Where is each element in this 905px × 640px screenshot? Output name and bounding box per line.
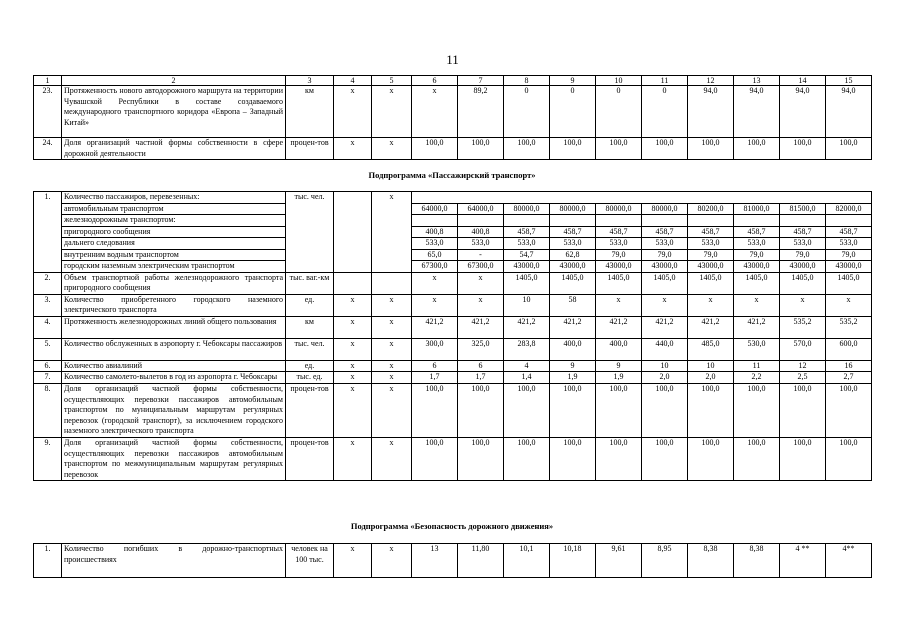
row-number: 3. — [34, 294, 62, 316]
value-cell: x — [372, 384, 412, 438]
table-row — [34, 192, 872, 204]
column-number: 7 — [458, 76, 504, 86]
value-cell: 533,0 — [596, 238, 642, 250]
value-cell: 100,0 — [550, 384, 596, 438]
value-cell: 400,0 — [596, 338, 642, 360]
indicator-name: Доля организаций частной формы собственности в сфере дорожной деятельности — [62, 138, 286, 160]
value-cell: 2,0 — [688, 372, 734, 384]
column-number: 3 — [286, 76, 334, 86]
value-cell: 533,0 — [780, 238, 826, 250]
value-cell: x — [372, 360, 412, 372]
unit-cell: ед. — [286, 294, 334, 316]
value-cell: x — [458, 294, 504, 316]
value-cell — [412, 215, 458, 227]
value-cell: 533,0 — [412, 238, 458, 250]
value-cell: 533,0 — [826, 238, 872, 250]
value-cell: 533,0 — [688, 238, 734, 250]
table-row — [34, 203, 872, 215]
value-cell: 43000,0 — [596, 261, 642, 273]
value-cell: 82000,0 — [826, 203, 872, 215]
header-row — [34, 76, 872, 86]
value-cell: 64000,0 — [412, 203, 458, 215]
unit-cell: тыс. чел. — [286, 338, 334, 360]
value-cell: 2,2 — [734, 372, 780, 384]
value-cell: 8,95 — [642, 544, 688, 578]
row-number: 23. — [34, 86, 62, 138]
value-cell: 79,0 — [642, 249, 688, 261]
value-cell: 67300,0 — [412, 261, 458, 273]
value-cell: - — [458, 249, 504, 261]
indicator-name: внутренним водным транспортом — [62, 249, 286, 261]
unit-cell: процен-тов — [286, 438, 334, 481]
unit-cell: процен-тов — [286, 138, 334, 160]
table-row — [34, 438, 872, 481]
value-cell: 81000,0 — [734, 203, 780, 215]
value-cell: 80000,0 — [504, 203, 550, 215]
value-cell: 1405,0 — [550, 272, 596, 294]
value-cell: 533,0 — [458, 238, 504, 250]
value-cell: 100,0 — [688, 138, 734, 160]
unit-cell: км — [286, 86, 334, 138]
value-cell: 65,0 — [412, 249, 458, 261]
indicators-table-safety — [33, 543, 872, 578]
row-number: 6. — [34, 360, 62, 372]
column-number: 5 — [372, 76, 412, 86]
table-row — [34, 238, 872, 250]
value-cell: 100,0 — [458, 384, 504, 438]
value-cell: 9 — [596, 360, 642, 372]
table-row — [34, 261, 872, 273]
column-number: 14 — [780, 76, 826, 86]
value-cell: 400,8 — [458, 226, 504, 238]
value-cell: 11,80 — [458, 544, 504, 578]
value-cell: x — [334, 384, 372, 438]
value-cell: x — [334, 372, 372, 384]
value-cell: 1405,0 — [504, 272, 550, 294]
value-cell: 10,1 — [504, 544, 550, 578]
column-number: 11 — [642, 76, 688, 86]
value-cell: 62,8 — [550, 249, 596, 261]
row-number: 1. — [34, 544, 62, 578]
value-cell: 421,2 — [734, 316, 780, 338]
value-cell: 100,0 — [826, 384, 872, 438]
value-cell: x — [642, 294, 688, 316]
value-cell: 421,2 — [596, 316, 642, 338]
indicator-name: Протяженность нового автодорожного маршрута на территории Чувашской Республики в составе создаваемого международного транспортного коридора «Европа – Западный Китай» — [62, 86, 286, 138]
value-cell: x — [334, 544, 372, 578]
row-number: 24. — [34, 138, 62, 160]
value-cell: 10 — [504, 294, 550, 316]
unit-cell: тыс. ед. — [286, 372, 334, 384]
row-number: 5. — [34, 338, 62, 360]
row-number: 8. — [34, 384, 62, 438]
value-cell: 43000,0 — [734, 261, 780, 273]
value-cell: 1405,0 — [688, 272, 734, 294]
value-cell: 4 — [504, 360, 550, 372]
value-cell: 421,2 — [550, 316, 596, 338]
indicator-name: городским наземным электрическим транспортом — [62, 261, 286, 273]
unit-cell: км — [286, 316, 334, 338]
unit-cell: человек на 100 тыс. — [286, 544, 334, 578]
value-cell: x — [412, 294, 458, 316]
value-cell: 10 — [642, 360, 688, 372]
indicator-name: Доля организаций частной формы собственности, осуществляющих перевозки пассажиров автомобильным транспортом по муниципальным маршрутам регулярных перевозок (городской транспорт), за исключением городского наземного электрического транспорта — [62, 384, 286, 438]
value-cell: x — [734, 294, 780, 316]
value-cell: 283,8 — [504, 338, 550, 360]
value-cell: 43000,0 — [688, 261, 734, 273]
value-cell: 81500,0 — [780, 203, 826, 215]
value-cell: 2,0 — [642, 372, 688, 384]
value-cell: 0 — [596, 86, 642, 138]
unit-cell: ед. — [286, 360, 334, 372]
value-cell: 13 — [412, 544, 458, 578]
value-cell: 10,18 — [550, 544, 596, 578]
value-cell — [596, 215, 642, 227]
value-cell: 570,0 — [780, 338, 826, 360]
value-cell: 1,9 — [596, 372, 642, 384]
value-cell: x — [334, 316, 372, 338]
value-cell: x — [688, 294, 734, 316]
value-cell: 9 — [550, 360, 596, 372]
value-cell: x — [334, 438, 372, 481]
value-cell: 12 — [780, 360, 826, 372]
value-cell: 54,7 — [504, 249, 550, 261]
value-cell: 1405,0 — [734, 272, 780, 294]
value-cell: 0 — [504, 86, 550, 138]
value-cell: 100,0 — [642, 138, 688, 160]
column-number: 8 — [504, 76, 550, 86]
value-cell: 0 — [550, 86, 596, 138]
row-number: 1. — [34, 192, 62, 273]
value-cell: 67300,0 — [458, 261, 504, 273]
value-cell: 100,0 — [688, 438, 734, 481]
value-cell — [780, 215, 826, 227]
column-number: 10 — [596, 76, 642, 86]
value-cell: 16 — [826, 360, 872, 372]
value-cell: 1405,0 — [642, 272, 688, 294]
row-number: 2. — [34, 272, 62, 294]
page-number: 11 — [446, 52, 459, 67]
value-cell: 80000,0 — [550, 203, 596, 215]
value-cell: 421,2 — [458, 316, 504, 338]
value-cell: 100,0 — [780, 138, 826, 160]
value-cell: 533,0 — [504, 238, 550, 250]
value-cell: 100,0 — [504, 138, 550, 160]
value-cell: 100,0 — [550, 138, 596, 160]
table-row — [34, 226, 872, 238]
row-number: 4. — [34, 316, 62, 338]
value-cell: 43000,0 — [550, 261, 596, 273]
value-cell: 458,7 — [780, 226, 826, 238]
value-cell: 1405,0 — [596, 272, 642, 294]
value-cell: 533,0 — [642, 238, 688, 250]
value-cell: 440,0 — [642, 338, 688, 360]
value-cell: 1405,0 — [826, 272, 872, 294]
table-row — [34, 272, 872, 294]
value-cell: x — [458, 272, 504, 294]
value-cell: 100,0 — [688, 384, 734, 438]
indicators-table-top — [33, 75, 872, 160]
value-cell: 80000,0 — [642, 203, 688, 215]
table-row — [34, 544, 872, 578]
value-cell: 458,7 — [596, 226, 642, 238]
value-cell: x — [372, 372, 412, 384]
value-cell: 100,0 — [596, 384, 642, 438]
value-cell: 0 — [642, 86, 688, 138]
value-cell: 458,7 — [688, 226, 734, 238]
unit-cell: процен-тов — [286, 384, 334, 438]
value-cell: 100,0 — [412, 138, 458, 160]
table-row — [34, 249, 872, 261]
value-cell — [826, 215, 872, 227]
table-row — [34, 138, 872, 160]
value-cell: 400,8 — [412, 226, 458, 238]
row-number: 7. — [34, 372, 62, 384]
value-cell: 100,0 — [504, 384, 550, 438]
indicator-name: Протяженность железнодорожных линий общего пользования — [62, 316, 286, 338]
value-cell: 8,38 — [734, 544, 780, 578]
value-cell — [504, 215, 550, 227]
value-cell: 2,7 — [826, 372, 872, 384]
value-cell: 421,2 — [412, 316, 458, 338]
value-cell: 100,0 — [642, 384, 688, 438]
value-cell: 100,0 — [412, 438, 458, 481]
value-cell: 1,7 — [412, 372, 458, 384]
column-number: 13 — [734, 76, 780, 86]
value-cell: x — [412, 86, 458, 138]
value-cell: 100,0 — [458, 138, 504, 160]
value-cell: 400,0 — [550, 338, 596, 360]
value-cell: x — [826, 294, 872, 316]
table-row — [34, 316, 872, 338]
value-cell: x — [334, 138, 372, 160]
value-cell: 9,61 — [596, 544, 642, 578]
value-cell: x — [596, 294, 642, 316]
value-cell: 6 — [412, 360, 458, 372]
value-cell: 458,7 — [826, 226, 872, 238]
value-cell: x — [372, 544, 412, 578]
value-cell: 79,0 — [826, 249, 872, 261]
value-cell: 535,2 — [780, 316, 826, 338]
value-cell: 94,0 — [734, 86, 780, 138]
indicator-name: Количество приобретенного городского наземного электрического транспорта — [62, 294, 286, 316]
table-row — [34, 372, 872, 384]
value-cell: 4 ** — [780, 544, 826, 578]
value-cell: 325,0 — [458, 338, 504, 360]
empty-cell — [412, 192, 872, 204]
row-number: 9. — [34, 438, 62, 481]
value-cell: 533,0 — [734, 238, 780, 250]
value-cell: 533,0 — [550, 238, 596, 250]
value-cell: 421,2 — [688, 316, 734, 338]
value-cell: 79,0 — [688, 249, 734, 261]
value-cell: 100,0 — [780, 438, 826, 481]
column-number: 2 — [62, 76, 286, 86]
table-row — [34, 215, 872, 227]
value-cell: x — [372, 138, 412, 160]
column-number: 4 — [334, 76, 372, 86]
indicator-name: Количество обслуженных в аэропорту г. Чебоксары пассажиров — [62, 338, 286, 360]
value-cell: 100,0 — [734, 384, 780, 438]
value-cell: 600,0 — [826, 338, 872, 360]
indicator-name: дальнего следования — [62, 238, 286, 250]
value-cell — [334, 272, 372, 294]
value-cell: x — [372, 294, 412, 316]
value-cell — [642, 215, 688, 227]
value-cell: 8,38 — [688, 544, 734, 578]
value-cell — [334, 192, 372, 273]
value-cell: 64000,0 — [458, 203, 504, 215]
value-cell: 100,0 — [458, 438, 504, 481]
section-title-road-safety: Подпрограмма «Безопасность дорожного движения» — [350, 521, 554, 531]
value-cell: x — [334, 86, 372, 138]
indicator-name: Доля организаций частной формы собственности, осуществляющих перевозки пассажиров автомобильным транспортом по межмуниципальным маршрутам регулярных перевозок — [62, 438, 286, 481]
value-cell — [688, 215, 734, 227]
column-number: 9 — [550, 76, 596, 86]
value-cell — [458, 215, 504, 227]
value-cell: 11 — [734, 360, 780, 372]
value-cell: x — [372, 338, 412, 360]
table-row — [34, 338, 872, 360]
value-cell: 4** — [826, 544, 872, 578]
value-cell: 100,0 — [734, 138, 780, 160]
value-cell: 79,0 — [596, 249, 642, 261]
indicator-name: железнодорожным транспортом: — [62, 215, 286, 227]
value-cell: 100,0 — [504, 438, 550, 481]
value-cell: 43000,0 — [504, 261, 550, 273]
indicator-name: Количество погибших в дорожно-транспортных происшествиях — [62, 544, 286, 578]
value-cell: 458,7 — [550, 226, 596, 238]
unit-cell: тыс. ваг.-км — [286, 272, 334, 294]
column-number: 15 — [826, 76, 872, 86]
value-cell: x — [334, 338, 372, 360]
table-row — [34, 384, 872, 438]
value-cell: x — [372, 316, 412, 338]
value-cell: 421,2 — [504, 316, 550, 338]
value-cell: x — [372, 192, 412, 273]
value-cell: 10 — [688, 360, 734, 372]
value-cell: 421,2 — [642, 316, 688, 338]
table-row — [34, 360, 872, 372]
indicator-name: Количество самолето-вылетов в год из аэропорта г. Чебоксары — [62, 372, 286, 384]
value-cell: 43000,0 — [780, 261, 826, 273]
value-cell: 485,0 — [688, 338, 734, 360]
value-cell: 94,0 — [688, 86, 734, 138]
indicator-name: пригородного сообщения — [62, 226, 286, 238]
section-title-passenger-transport: Подпрограмма «Пассажирский транспорт» — [368, 170, 536, 180]
column-number: 1 — [34, 76, 62, 86]
column-number: 12 — [688, 76, 734, 86]
value-cell: 43000,0 — [826, 261, 872, 273]
value-cell: 94,0 — [826, 86, 872, 138]
value-cell: 530,0 — [734, 338, 780, 360]
value-cell: 100,0 — [596, 138, 642, 160]
value-cell: x — [334, 360, 372, 372]
indicator-name: Количество пассажиров, перевезенных: — [62, 192, 286, 204]
unit-cell: тыс. чел. — [286, 192, 334, 273]
value-cell: 1,7 — [458, 372, 504, 384]
value-cell: 300,0 — [412, 338, 458, 360]
value-cell: 458,7 — [642, 226, 688, 238]
value-cell: 94,0 — [780, 86, 826, 138]
value-cell: 80200,0 — [688, 203, 734, 215]
indicator-name: автомобильным транспортом — [62, 203, 286, 215]
value-cell: 100,0 — [642, 438, 688, 481]
indicators-table-passenger — [33, 191, 872, 481]
value-cell: 458,7 — [504, 226, 550, 238]
value-cell — [550, 215, 596, 227]
value-cell: 100,0 — [780, 384, 826, 438]
value-cell: x — [780, 294, 826, 316]
value-cell — [734, 215, 780, 227]
value-cell: 1,9 — [550, 372, 596, 384]
value-cell: 100,0 — [826, 438, 872, 481]
value-cell: 79,0 — [780, 249, 826, 261]
value-cell: 79,0 — [734, 249, 780, 261]
value-cell: 100,0 — [596, 438, 642, 481]
value-cell: 2,5 — [780, 372, 826, 384]
value-cell: 535,2 — [826, 316, 872, 338]
table-row — [34, 86, 872, 138]
value-cell: x — [412, 272, 458, 294]
value-cell: 100,0 — [734, 438, 780, 481]
value-cell — [372, 272, 412, 294]
value-cell: x — [372, 438, 412, 481]
value-cell: 100,0 — [550, 438, 596, 481]
value-cell: 80000,0 — [596, 203, 642, 215]
value-cell: 6 — [458, 360, 504, 372]
value-cell: 1405,0 — [780, 272, 826, 294]
value-cell: 43000,0 — [642, 261, 688, 273]
value-cell: 1,4 — [504, 372, 550, 384]
value-cell: 89,2 — [458, 86, 504, 138]
value-cell: 458,7 — [734, 226, 780, 238]
value-cell: x — [334, 294, 372, 316]
value-cell: 58 — [550, 294, 596, 316]
value-cell: 100,0 — [826, 138, 872, 160]
value-cell: 100,0 — [412, 384, 458, 438]
column-number: 6 — [412, 76, 458, 86]
indicator-name: Количество авиалиний — [62, 360, 286, 372]
table-row — [34, 294, 872, 316]
value-cell: x — [372, 86, 412, 138]
indicator-name: Объем транспортной работы железнодорожного транспорта пригородного сообщения — [62, 272, 286, 294]
